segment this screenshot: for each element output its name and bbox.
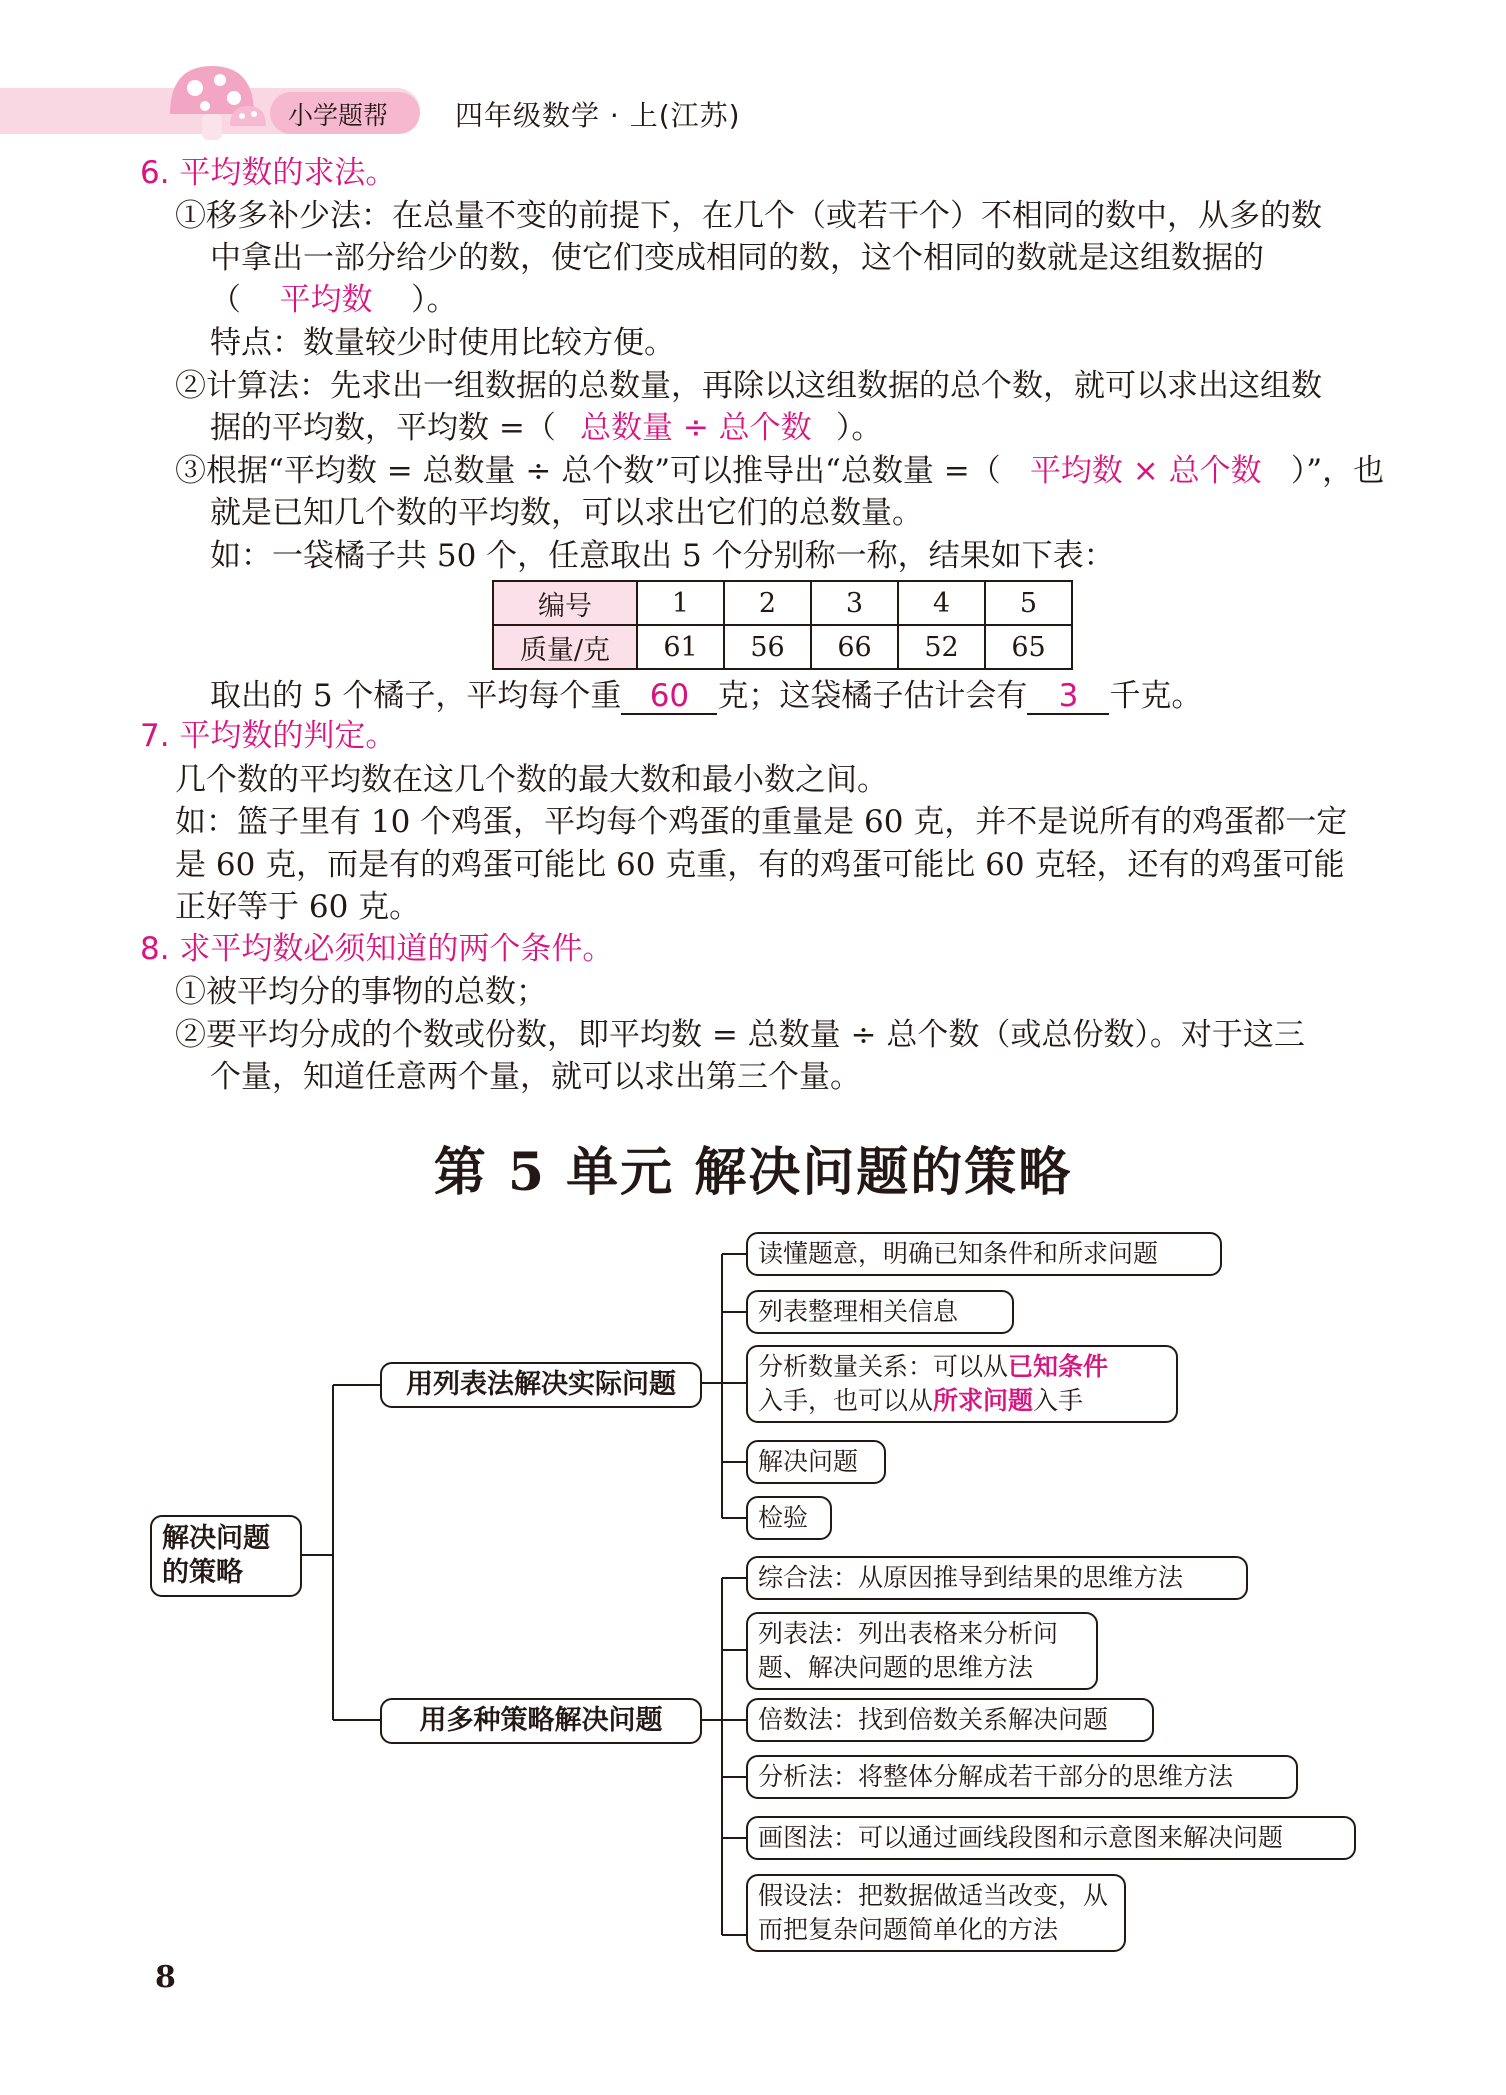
section-7-title: 7. 平均数的判定。: [140, 718, 397, 754]
s7-line-3: 是 60 克，而是有的鸡蛋可能比 60 克重，有的鸡蛋可能比 60 克轻，还有的鸡蛋可能: [175, 847, 1345, 883]
mindmap-leaf: 倍数法：找到倍数关系解决问题: [746, 1698, 1154, 1742]
table-cell: 2: [724, 581, 811, 625]
s6-line-6: 据的平均数，平均数 =（ 总数量 ÷ 总个数 ）。: [210, 410, 883, 446]
mindmap-leaf: 列表整理相关信息: [746, 1290, 1014, 1334]
s6-line-5: ②计算法：先求出一组数据的总数量，再除以这组数据的总个数，就可以求出这组数: [175, 368, 1322, 404]
s6-line-10: 取出的 5 个橘子，平均每个重 60 克；这袋橘子估计会有 3 千克。: [210, 678, 1203, 714]
s7-line-4: 正好等于 60 克。: [175, 889, 421, 925]
s6-line-1: ①移多补少法：在总量不变的前提下，在几个（或若干个）不相同的数中，从多的数: [175, 198, 1322, 234]
s6-line-9: 如：一袋橘子共 50 个，任意取出 5 个分别称一称，结果如下表：: [210, 538, 1115, 574]
mindmap-leaf: 检验: [746, 1496, 832, 1540]
s6-line-7: ③根据“平均数 = 总数量 ÷ 总个数”可以推导出“总数量 =（ 平均数 × 总个数 ）”，也: [175, 453, 1385, 489]
table-cell: 66: [811, 625, 898, 669]
table-cell: 3: [811, 581, 898, 625]
s8-line-2: ②要平均分成的个数或份数，即平均数 = 总数量 ÷ 总个数（或总份数）。对于这三: [175, 1017, 1305, 1053]
table-cell: 5: [985, 581, 1072, 625]
answer-3: 平均数 × 总个数: [1029, 453, 1262, 489]
header-brand: 小学题帮: [288, 101, 389, 130]
keyword-question: 所求问题: [933, 1386, 1034, 1415]
section-6-title: 6. 平均数的求法。: [140, 155, 397, 191]
unit-title: 第 5 单元 解决问题的策略: [433, 1142, 1073, 1203]
mindmap-leaf: 列表法：列出表格来分析问 题、解决问题的思维方法: [746, 1612, 1098, 1690]
answer-2: 总数量 ÷ 总个数: [579, 410, 812, 446]
table-header-weight: 质量/克: [493, 625, 637, 669]
s6-line-4: 特点：数量较少时使用比较方便。: [210, 325, 675, 361]
mindmap-branch-strategies: 用多种策略解决问题: [380, 1698, 702, 1744]
mindmap-root: 解决问题 的策略: [150, 1515, 302, 1597]
mindmap-leaf: 综合法：从原因推导到结果的思维方法: [746, 1556, 1248, 1600]
table-cell: 52: [898, 625, 985, 669]
mindmap-leaf: 分析数量关系：可以从已知条件 入手，也可以从所求问题入手: [746, 1345, 1178, 1423]
s8-line-1: ①被平均分的事物的总数；: [175, 974, 547, 1010]
s8-line-3: 个量，知道任意两个量，就可以求出第三个量。: [210, 1059, 861, 1095]
s6-line-8: 就是已知几个数的平均数，可以求出它们的总数量。: [210, 495, 923, 531]
header-title: 四年级数学 · 上(江苏): [455, 99, 741, 132]
keyword-known-conditions: 已知条件: [1008, 1352, 1109, 1381]
s7-line-1: 几个数的平均数在这几个数的最大数和最小数之间。: [175, 762, 888, 798]
mindmap-leaf: 分析法：将整体分解成若干部分的思维方法: [746, 1755, 1298, 1799]
answer-5: 3: [1027, 679, 1109, 715]
mindmap-branch-table-method: 用列表法解决实际问题: [380, 1362, 702, 1408]
section-8-title: 8. 求平均数必须知道的两个条件。: [140, 931, 614, 967]
mindmap-leaf: 解决问题: [746, 1440, 886, 1484]
table-cell: 1: [637, 581, 724, 625]
table-header-id: 编号: [493, 581, 637, 625]
mindmap-leaf: 读懂题意，明确已知条件和所求问题: [746, 1232, 1222, 1276]
table-cell: 61: [637, 625, 724, 669]
table-cell: 4: [898, 581, 985, 625]
table-cell: 56: [724, 625, 811, 669]
table-cell: 65: [985, 625, 1072, 669]
answer-1: 平均数: [279, 282, 373, 318]
page-number: 8: [155, 1960, 176, 1995]
s7-line-2: 如：篮子里有 10 个鸡蛋，平均每个鸡蛋的重量是 60 克，并不是说所有的鸡蛋都一定: [175, 804, 1348, 840]
answer-4: 60: [621, 679, 717, 715]
s6-line-3: （ 平均数 ）。: [210, 282, 458, 318]
mindmap-leaf: 假设法：把数据做适当改变，从 而把复杂问题简单化的方法: [746, 1874, 1126, 1952]
s6-line-2: 中拿出一部分给少的数，使它们变成相同的数，这个相同的数就是这组数据的: [210, 240, 1264, 276]
mindmap-leaf: 画图法：可以通过画线段图和示意图来解决问题: [746, 1816, 1356, 1860]
